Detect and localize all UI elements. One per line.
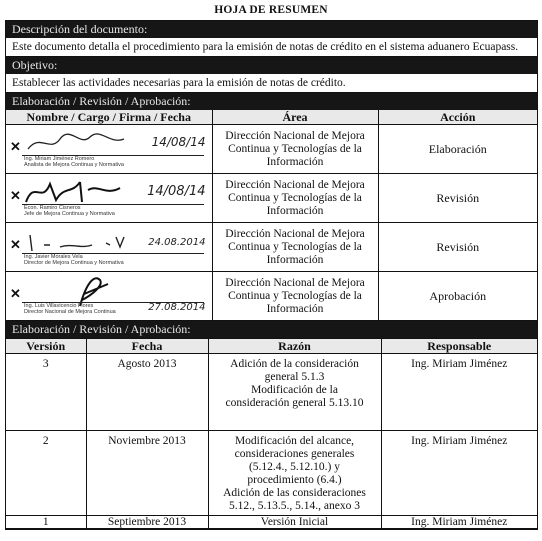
action-cell: Aprobación (378, 272, 537, 321)
signer-name: Ing. Miriam Jiménez Romero (24, 156, 95, 162)
description-text: Este documento detalla el procedimiento para la emisión de notas de crédito en el sistema aduanero Ecuapass. (6, 38, 537, 57)
signer-role: Jefe de Mejora Continua y Normativa (24, 211, 115, 217)
objective-text: Establecer las actividades necesarias para la emisión de notas de crédito. (6, 74, 537, 93)
col-header-accion: Acción (378, 110, 537, 125)
version-row (6, 516, 537, 529)
action-cell: Revisión (378, 223, 537, 272)
action-cell: Revisión (378, 174, 537, 223)
signer-role: Director Nacional de Mejora Continua (24, 309, 116, 315)
version-table (6, 338, 537, 529)
signature-date: 24.08.2014 (148, 237, 206, 248)
version-reason (208, 354, 381, 431)
document-title: HOJA DE RESUMEN (214, 4, 328, 16)
approval-row (6, 174, 537, 223)
version-reason (208, 516, 381, 529)
reason-line: (5.12.4., 5.12.10.) y (248, 461, 341, 473)
signature-date: 14/08/14 (147, 184, 206, 199)
signature-date: 27.08.2014 (148, 302, 206, 313)
version-row (6, 354, 537, 431)
signature-cell (6, 125, 212, 174)
version-date: Agosto 2013 (86, 354, 208, 431)
area-cell: Dirección Nacional de Mejora Continua y Tecnologías de la Información (212, 223, 378, 272)
summary-sheet (5, 20, 538, 530)
col-header-fecha: Fecha (86, 339, 208, 354)
reason-line: Modificación del alcance, (234, 435, 355, 447)
area-cell: Dirección Nacional de Mejora Continua y Tecnologías de la Información (212, 272, 378, 321)
reason-line: consideración general 5.13.10 (225, 397, 364, 409)
area-cell: Dirección Nacional de Mejora Continua y Tecnologías de la Información (212, 174, 378, 223)
action-cell: Elaboración (378, 125, 537, 174)
col-header-version: Versión (6, 339, 86, 354)
reason-line: 5.12., 5.13.5., 5.14., anexo 3 (229, 500, 360, 512)
reason-line: general 5.1.3 (264, 371, 325, 383)
version-number: 1 (6, 516, 86, 529)
version-number: 3 (6, 354, 86, 431)
description-header: Descripción del documento: (6, 21, 537, 38)
sign-mark-icon: ✕ (10, 286, 21, 301)
version-date: Septiembre 2013 (86, 516, 208, 529)
area-cell: Dirección Nacional de Mejora Continua y Tecnologías de la Información (212, 125, 378, 174)
signer-name: Ing. Javier Morales Vela (24, 254, 83, 260)
version-row (6, 431, 537, 516)
version-responsible: Ing. Miriam Jiménez (381, 354, 537, 431)
signer-role: Analista de Mejora Continua y Normativa (24, 162, 124, 168)
approval-table (6, 110, 537, 321)
sign-mark-icon: ✕ (10, 139, 21, 154)
col-header-responsable: Responsable (381, 339, 537, 354)
signer-name: Ing. Luis Villavicencio Flores (24, 303, 94, 309)
approval-section-header: Elaboración / Revisión / Aprobación: (6, 93, 537, 110)
version-section-header: Elaboración / Revisión / Aprobación: (6, 321, 537, 338)
version-responsible: Ing. Miriam Jiménez (381, 431, 537, 516)
handwritten-signature-icon (20, 127, 130, 155)
objective-header: Objetivo: (6, 57, 537, 74)
reason-line: Adición de la consideración (230, 358, 359, 370)
approval-row (6, 125, 537, 174)
approval-header-row (6, 110, 537, 125)
col-header-nombre: Nombre / Cargo / Firma / Fecha (6, 110, 212, 125)
signer-name: Econ. Ramiro Cisneros (24, 205, 81, 211)
col-header-area: Área (212, 110, 378, 125)
sign-mark-icon: ✕ (10, 188, 21, 203)
handwritten-signature-icon (20, 176, 130, 206)
reason-line: procedimiento (6.4.) (247, 474, 342, 486)
signer-role: Director de Mejora Continua y Normativa (24, 260, 124, 266)
reason-line: Modificación de la (251, 384, 338, 396)
version-date: Noviembre 2013 (86, 431, 208, 516)
reason-line: consideraciones generales (234, 448, 355, 460)
version-number: 2 (6, 431, 86, 516)
approval-row (6, 223, 537, 272)
approval-row (6, 272, 537, 321)
version-responsible: Ing. Miriam Jiménez (381, 516, 537, 529)
signature-cell (6, 272, 212, 321)
signature-date: 14/08/14 (151, 135, 206, 149)
reason-line: Adición de las consideraciones (223, 487, 366, 499)
version-header-row (6, 339, 537, 354)
signature-cell (6, 174, 212, 223)
col-header-razon: Razón (208, 339, 381, 354)
reason-line: Versión Inicial (260, 516, 329, 528)
signature-cell (6, 223, 212, 272)
version-reason (208, 431, 381, 516)
sign-mark-icon: ✕ (10, 237, 21, 252)
handwritten-signature-icon (20, 225, 140, 253)
